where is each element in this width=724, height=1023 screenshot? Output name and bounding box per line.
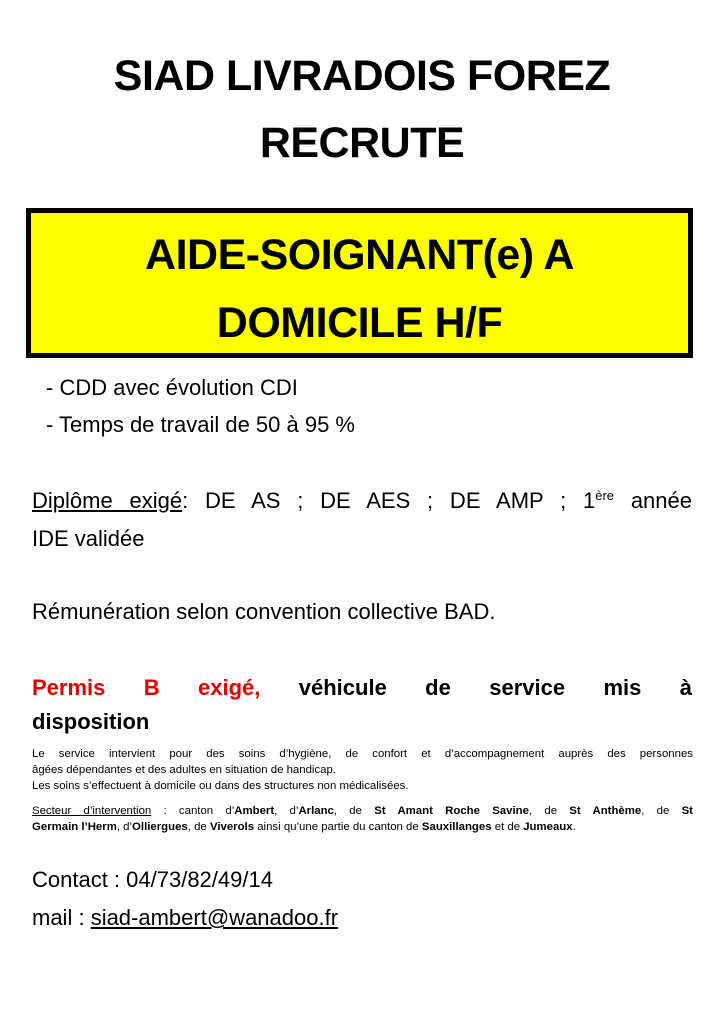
sector-text: , de xyxy=(641,805,682,817)
license-requirement-line-2: disposition xyxy=(32,709,150,734)
sector-text: ainsi qu’une partie du canton de xyxy=(254,821,422,833)
place-name: Olliergues xyxy=(132,821,188,833)
place-name: St Anthème xyxy=(569,805,642,817)
diploma-superscript: ère xyxy=(595,488,615,503)
job-title-banner xyxy=(26,208,693,358)
sector-text: , d’ xyxy=(274,805,299,817)
place-name: Arlanc xyxy=(298,805,334,817)
diploma-value: : DE AS ; DE AES ; DE AMP ; 1 xyxy=(182,488,596,513)
license-required-text: Permis B exigé, xyxy=(32,675,261,700)
care-location-text: Les soins s’effectuent à domicile ou dans des structures non médicalisées. xyxy=(32,780,409,792)
diploma-requirement-line-2: IDE validée xyxy=(32,526,145,551)
contract-type-bullet: - CDD avec évolution CDI xyxy=(46,375,298,400)
sector-text: . xyxy=(572,821,576,833)
place-name: Germain l’Herm xyxy=(32,821,117,833)
sector-text: , de xyxy=(528,805,570,817)
organization-title: SIAD LIVRADOIS FOREZ xyxy=(113,52,611,100)
job-title-line-1: AIDE-SOIGNANT(e) A xyxy=(145,231,574,279)
place-name: Sauxillanges xyxy=(421,821,492,833)
service-description-line-1: Le service intervient pour des soins d’hygiène, de confort et d’accompagnement auprès des personnes xyxy=(32,748,693,760)
sector-text: , de xyxy=(187,821,210,833)
service-description-line-2: âgées dépendantes et des adultes en situation de handicap. xyxy=(32,764,336,776)
place-name: St xyxy=(681,805,693,817)
contact-phone-line xyxy=(32,865,692,895)
remuneration-text: Rémunération selon convention collective BAD. xyxy=(32,599,496,624)
intervention-sector-line-1 xyxy=(32,803,693,819)
diploma-value-end: année xyxy=(614,488,693,513)
intervention-sector-label: Secteur d’intervention xyxy=(32,805,152,817)
sector-text: , de xyxy=(333,805,375,817)
phone-number: 04/73/82/49/14 xyxy=(126,867,273,892)
sector-text: , d’ xyxy=(116,821,133,833)
work-time-bullet: - Temps de travail de 50 à 95 % xyxy=(46,412,355,437)
license-requirement xyxy=(32,673,692,703)
place-name: Jumeaux xyxy=(523,821,573,833)
intervention-sector-line-2 xyxy=(32,819,693,835)
sector-text: : canton d’ xyxy=(151,805,235,817)
email-link[interactable]: siad-ambert@wanadoo.fr xyxy=(90,905,339,930)
recruits-title: RECRUTE xyxy=(259,119,465,167)
place-name: St Amant Roche Savine xyxy=(374,805,529,817)
contact-mail-line xyxy=(32,903,692,933)
place-name: Viverols xyxy=(209,821,255,833)
mail-label: mail : xyxy=(32,905,91,930)
diploma-requirement xyxy=(32,486,692,516)
diploma-label: Diplôme exigé xyxy=(32,488,183,513)
sector-text: et de xyxy=(491,821,524,833)
place-name: Ambert xyxy=(234,805,275,817)
job-title-line-2: DOMICILE H/F xyxy=(216,299,503,347)
service-vehicle-text: véhicule de service mis à xyxy=(298,675,692,700)
contact-label: Contact : xyxy=(32,867,127,892)
